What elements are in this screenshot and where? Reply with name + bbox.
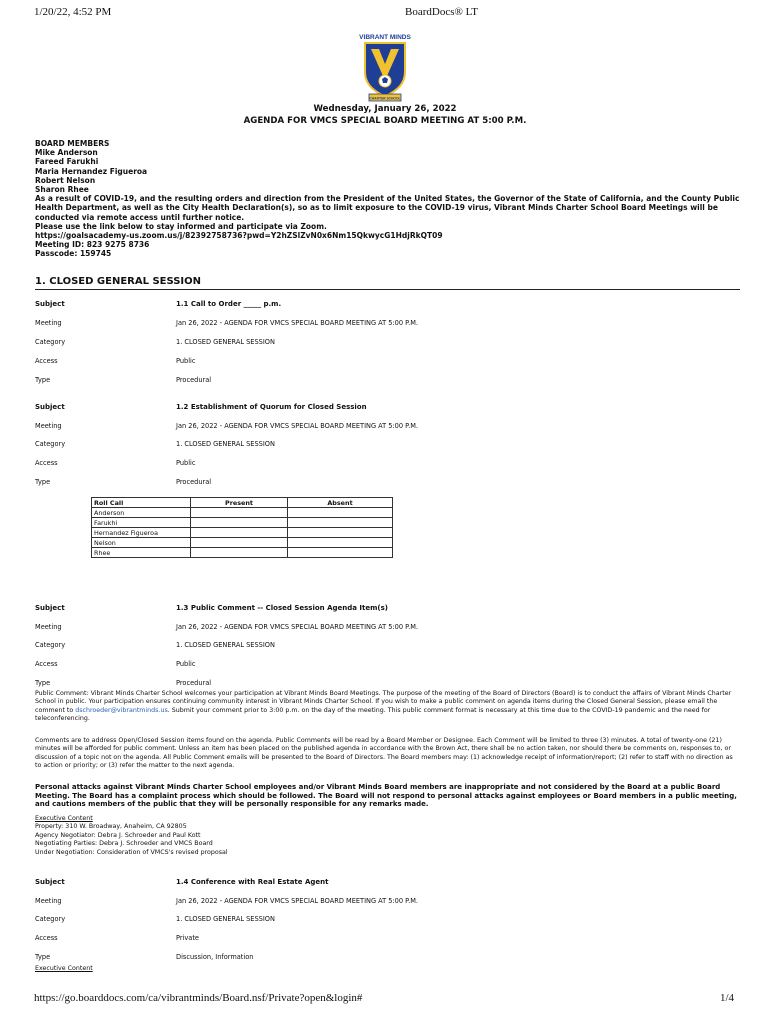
- meeting-label: Meeting: [35, 897, 62, 905]
- print-datetime: 1/20/22, 4:52 PM: [34, 6, 112, 18]
- category-value: 1. CLOSED GENERAL SESSION: [176, 915, 275, 923]
- roll-call-name: Anderson: [92, 508, 191, 518]
- roll-call-name: Rhee: [92, 548, 191, 558]
- category-label: Category: [35, 338, 66, 346]
- executive-content: [35, 815, 741, 857]
- access-value: Public: [176, 660, 196, 668]
- page-number: 1/4: [719, 992, 734, 1004]
- absent-cell: [288, 538, 393, 548]
- zoom-instructions: Please use the link below to stay informed and participate via Zoom.: [35, 221, 327, 231]
- subject-value: 1.2 Establishment of Quorum for Closed Session: [176, 403, 367, 411]
- roll-call-row: [92, 528, 393, 538]
- zoom-link[interactable]: https://goalsacademy-us.zoom.us/j/82392758736?pwd=Y2hZSlZvN0x6Nm15QkwycG1HdjRkQT09: [35, 231, 443, 241]
- board-member: Mike Anderson: [35, 148, 98, 158]
- type-label: Type: [35, 679, 51, 687]
- public-comment-paragraph: Public Comment: Vibrant Minds Charter School welcomes your participation at Vibrant Minds Board Meetings. The purpose of the meeting of the Board of Directors (Board) is to conduct the affairs of Vibrant Minds Charter School in public. Your participation ensures continuing community interest in Vibrant Minds Charter School. If you wish to make a public comment on agenda items during the Closed General Session, please email the comment to dschroeder@vibrantminds.us. Submit your comment prior to 3:00 p.m. on the day of the meeting. This public comment format is necessary at this time due to the COVID-19 pandemic and the need for teleconferencing.: [35, 690, 732, 723]
- board-member: Fareed Farukhi: [35, 157, 99, 167]
- board-member: Robert Nelson: [35, 175, 96, 185]
- subject-label: Subject: [35, 403, 65, 411]
- absent-cell: [288, 508, 393, 518]
- meeting-label: Meeting: [35, 623, 62, 631]
- meeting-label: Meeting: [35, 319, 62, 327]
- present-cell: [191, 518, 288, 528]
- type-label: Type: [35, 478, 51, 486]
- category-label: Category: [35, 641, 66, 649]
- type-label: Type: [35, 376, 51, 384]
- executive-line: Under Negotiation: Consideration of VMCS's revised proposal: [35, 848, 228, 856]
- type-value: Discussion, Information: [176, 953, 254, 961]
- roll-call-table: [91, 497, 393, 558]
- category-value: 1. CLOSED GENERAL SESSION: [176, 641, 275, 649]
- board-member: Sharon Rhee: [35, 185, 89, 195]
- access-label: Access: [35, 357, 58, 365]
- category-value: 1. CLOSED GENERAL SESSION: [176, 440, 275, 448]
- type-value: Procedural: [176, 478, 212, 486]
- executive-line: Agency Negotiator: Debra J. Schroeder and Paul Kott: [35, 831, 201, 839]
- access-value: Private: [176, 934, 199, 942]
- access-label: Access: [35, 934, 58, 942]
- category-label: Category: [35, 440, 66, 448]
- meeting-title: AGENDA FOR VMCS SPECIAL BOARD MEETING AT 5:00 P.M.: [243, 116, 527, 126]
- roll-call-row: [92, 518, 393, 528]
- executive-line: Negotiating Parties: Debra J. Schroeder and VMCS Board: [35, 840, 213, 848]
- roll-call-header: Roll Call: [92, 498, 191, 508]
- meeting-value: Jan 26, 2022 - AGENDA FOR VMCS SPECIAL BOARD MEETING AT 5:00 P.M.: [176, 897, 418, 905]
- subject-value: 1.1 Call to Order _____ p.m.: [176, 300, 282, 308]
- meeting-value: Jan 26, 2022 - AGENDA FOR VMCS SPECIAL BOARD MEETING AT 5:00 P.M.: [176, 623, 418, 631]
- type-label: Type: [35, 953, 51, 961]
- meeting-date: Wednesday, January 26, 2022: [313, 104, 457, 114]
- access-value: Public: [176, 459, 196, 467]
- present-cell: [191, 508, 288, 518]
- absent-header: Absent: [288, 498, 393, 508]
- executive-content-link[interactable]: Executive Content: [35, 965, 93, 972]
- roll-call-row: [92, 548, 393, 558]
- absent-cell: [288, 548, 393, 558]
- meeting-header: [0, 103, 770, 127]
- school-logo: [355, 32, 415, 102]
- print-url: https://go.boarddocs.com/ca/vibrantminds/Board.nsf/Private?open&login#: [34, 992, 363, 1004]
- roll-call-name: Nelson: [92, 538, 191, 548]
- covid-notice: As a result of COVID-19, and the resulting orders and direction from the President of the United States, the Governor of the State of California, and the County Public Health Department, as well as the City Health Declaration(s), so as to limit exposure to the COVID-19 virus, Vibrant Minds Charter School Board Meetings will be conducted via remote access until further notice.: [35, 194, 740, 222]
- meeting-label: Meeting: [35, 422, 62, 430]
- meeting-value: Jan 26, 2022 - AGENDA FOR VMCS SPECIAL BOARD MEETING AT 5:00 P.M.: [176, 422, 418, 430]
- executive-line: Property: 310 W. Broadway, Anaheim, CA 92805: [35, 823, 187, 831]
- present-cell: [191, 538, 288, 548]
- absent-cell: [288, 518, 393, 528]
- roll-call-name: Hernandez Figueroa: [92, 528, 191, 538]
- preamble: [35, 139, 740, 259]
- category-value: 1. CLOSED GENERAL SESSION: [176, 338, 275, 346]
- board-members-heading: BOARD MEMBERS: [35, 139, 110, 148]
- access-label: Access: [35, 459, 58, 467]
- logo-top-text: VIBRANT MINDS: [359, 34, 411, 41]
- subject-label: Subject: [35, 604, 65, 612]
- comment-email-link[interactable]: dschroeder@vibrantminds.us: [75, 706, 168, 714]
- present-cell: [191, 548, 288, 558]
- present-header: Present: [191, 498, 288, 508]
- roll-call-row: [92, 538, 393, 548]
- type-value: Procedural: [176, 679, 212, 687]
- type-value: Procedural: [176, 376, 212, 384]
- subject-label: Subject: [35, 300, 65, 308]
- roll-call-row: [92, 508, 393, 518]
- subject-value: 1.3 Public Comment -- Closed Session Agenda Item(s): [176, 604, 388, 612]
- subject-label: Subject: [35, 878, 65, 886]
- meeting-value: Jan 26, 2022 - AGENDA FOR VMCS SPECIAL BOARD MEETING AT 5:00 P.M.: [176, 319, 418, 327]
- comment-rules-paragraph: Comments are to address Open/Closed Session items found on the agenda. Public Comments will be read by a Board Member or Designee. Each Comment will be limited to three (3) minutes. A total of twenty-one (21) minutes will be afforded for public comment. Unless an item has been placed on the published agenda in accordance with the Brown Act, there shall be no action taken, nor should there be comments on, responses to, or discussion of a topic not on the agenda. All Public Comment emails will be presented to the Board of Directors. The Board members may: (1) acknowledge receipt of information/report; (2) refer to staff with no direction as to action or priority; or (3) refer the matter to the next agenda.: [35, 737, 733, 770]
- print-header: [0, 4, 770, 20]
- section-title: 1. CLOSED GENERAL SESSION: [35, 276, 740, 290]
- access-value: Public: [176, 357, 196, 365]
- roll-call-name: Farukhi: [92, 518, 191, 528]
- passcode: Passcode: 159745: [35, 249, 112, 259]
- subject-value: 1.4 Conference with Real Estate Agent: [176, 878, 329, 886]
- print-site-name: BoardDocs® LT: [405, 6, 479, 18]
- executive-content-label[interactable]: Executive Content: [35, 815, 93, 822]
- board-member: Maria Hernandez Figueroa: [35, 166, 148, 176]
- absent-cell: [288, 528, 393, 538]
- meeting-id: Meeting ID: 823 9275 8736: [35, 240, 150, 250]
- access-label: Access: [35, 660, 58, 668]
- logo-bottom-text: CHARTER SCHOOL: [369, 96, 401, 101]
- category-label: Category: [35, 915, 66, 923]
- present-cell: [191, 528, 288, 538]
- personal-attacks-notice: Personal attacks against Vibrant Minds Charter School employees and/or Vibrant Minds Board members are inappropriate and not considered by the Board at a public Board Meeting. The Board has a complaint process which should be followed. The Board will not respond to personal attacks against employees or Board members in a public meeting, and cautions members of the public that they will be personally responsible for any remarks made.: [35, 783, 737, 809]
